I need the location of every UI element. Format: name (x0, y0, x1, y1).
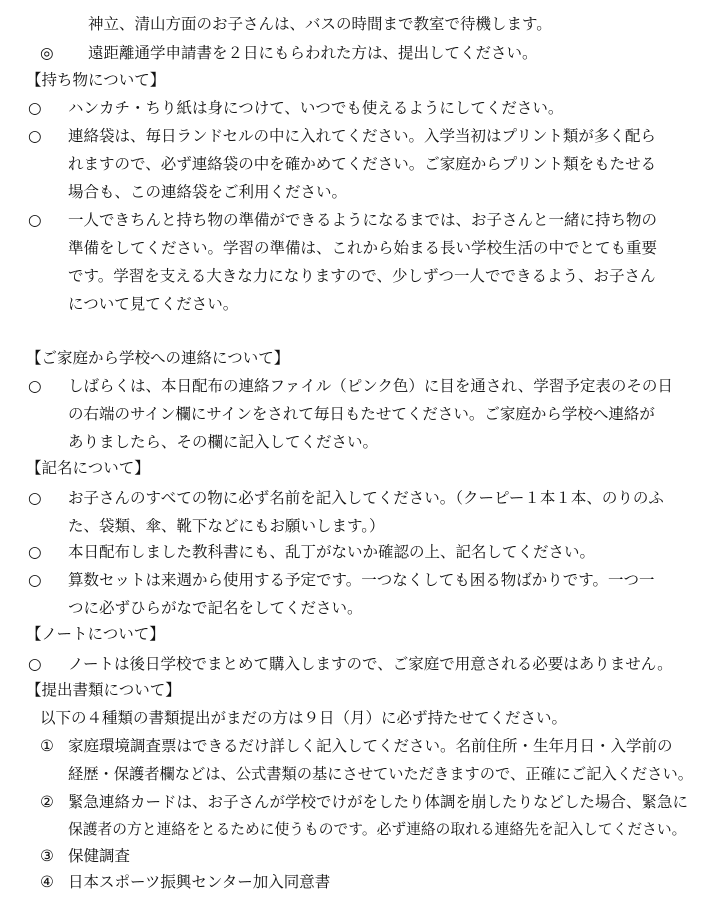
list-item-line: 一人できちんと持ち物の準備ができるようになるまでは、お子さんと一緒に持ち物の (68, 211, 658, 229)
bullet-mark: ○ (28, 211, 42, 229)
number-mark: ② (40, 793, 54, 811)
bullet-mark: ○ (28, 99, 42, 117)
number-mark: ① (40, 737, 54, 755)
list-item-line: 準備をしてください。学習の準備は、これから始まる長い学校生活の中でとても重要 (68, 239, 658, 257)
list-item-line: 家庭環境調査票はできるだけ詳しく記入してください。名前住所・生年月日・入学前の (68, 737, 673, 755)
list-item-line: ありましたら、その欄に記入してください。 (68, 433, 379, 451)
list-item-line: た、袋類、傘、靴下などにもお願いします。） (68, 517, 385, 535)
documents-intro: 以下の４種類の書類提出がまだの方は９日（月）に必ず持たせてください。 (40, 709, 568, 727)
list-item-line: 連絡袋は、毎日ランドセルの中に入れてください。入学当初はプリント類が多く配ら (68, 127, 656, 145)
list-item-line: お子さんのすべての物に必ず名前を記入してください。（クーピー１本１本、のりのふ (68, 489, 664, 507)
list-item-line: 緊急連絡カードは、お子さんが学校でけがをしたり体調を崩したりなどした場合、緊急に (68, 793, 689, 811)
list-item-line: 保健調査 (68, 847, 131, 865)
list-item-line: 経歴・保護者欄などは、公式書類の基にさせていただきますので、正確にご記入ください。 (68, 765, 693, 783)
list-item-line: 日本スポーツ振興センター加入同意書 (68, 873, 331, 891)
list-item-line: れますので、必ず連絡袋の中を確かめてください。ご家庭からプリント類をもたせる (68, 155, 657, 173)
bullet-mark: ○ (28, 571, 42, 589)
list-item-line: の右端のサイン欄にサインをされて毎日もたせてください。ご家庭から学校へ連絡が (68, 405, 655, 423)
list-item-line: しばらくは、本日配布の連絡ファイル（ピンク色）に目を通され、学習予定表のその日 (68, 377, 673, 395)
section-heading-contact: 【ご家庭から学校への連絡について】 (26, 349, 290, 367)
number-mark: ④ (40, 873, 54, 891)
bullet-mark: ○ (28, 543, 42, 561)
list-item-line: 本日配布しました教科書にも、乱丁がないか確認の上、記名してください。 (68, 543, 596, 561)
bullet-mark: ○ (28, 127, 42, 145)
list-item-line: 保護者の方と連絡をとるために使うものです。必ず連絡の取れる連絡先を記入してください。 (68, 821, 687, 838)
section-heading-belongings: 【持ち物について】 (26, 71, 166, 89)
bullet-mark: ○ (28, 377, 42, 395)
double-circle-mark: ◎ (40, 44, 54, 62)
bullet-mark: ○ (28, 489, 42, 507)
section-heading-documents: 【提出書類について】 (26, 681, 181, 699)
intro-line-1: 神立、清山方面のお子さんは、バスの時間まで教室で待機します。 (88, 15, 552, 33)
section-heading-naming: 【記名について】 (26, 459, 150, 477)
number-mark: ③ (40, 847, 54, 865)
intro-line-2: 遠距離通学申請書を２日にもらわれた方は、提出してください。 (88, 44, 538, 62)
list-item-line: 算数セットは来週から使用する予定です。一つなくしても困る物ばかりです。一つ一 (68, 571, 655, 589)
section-heading-notebook: 【ノートについて】 (26, 625, 165, 643)
bullet-mark: ○ (28, 655, 42, 673)
list-item-line: です。学習を支える大きな力になりますので、少しずつ一人でできるよう、お子さん (68, 267, 656, 285)
list-item-line: について見てください。 (68, 295, 239, 313)
list-item-line: ハンカチ・ちり紙は身につけて、いつでも使えるようにしてください。 (68, 99, 564, 117)
list-item-line: つに必ずひらがなで記名をしてください。 (68, 599, 363, 617)
list-item-line: ノートは後日学校でまとめて購入しますので、ご家庭で用意される必要はありません。 (68, 655, 673, 673)
list-item-line: 場合も、この連絡袋をご利用ください。 (68, 183, 348, 201)
